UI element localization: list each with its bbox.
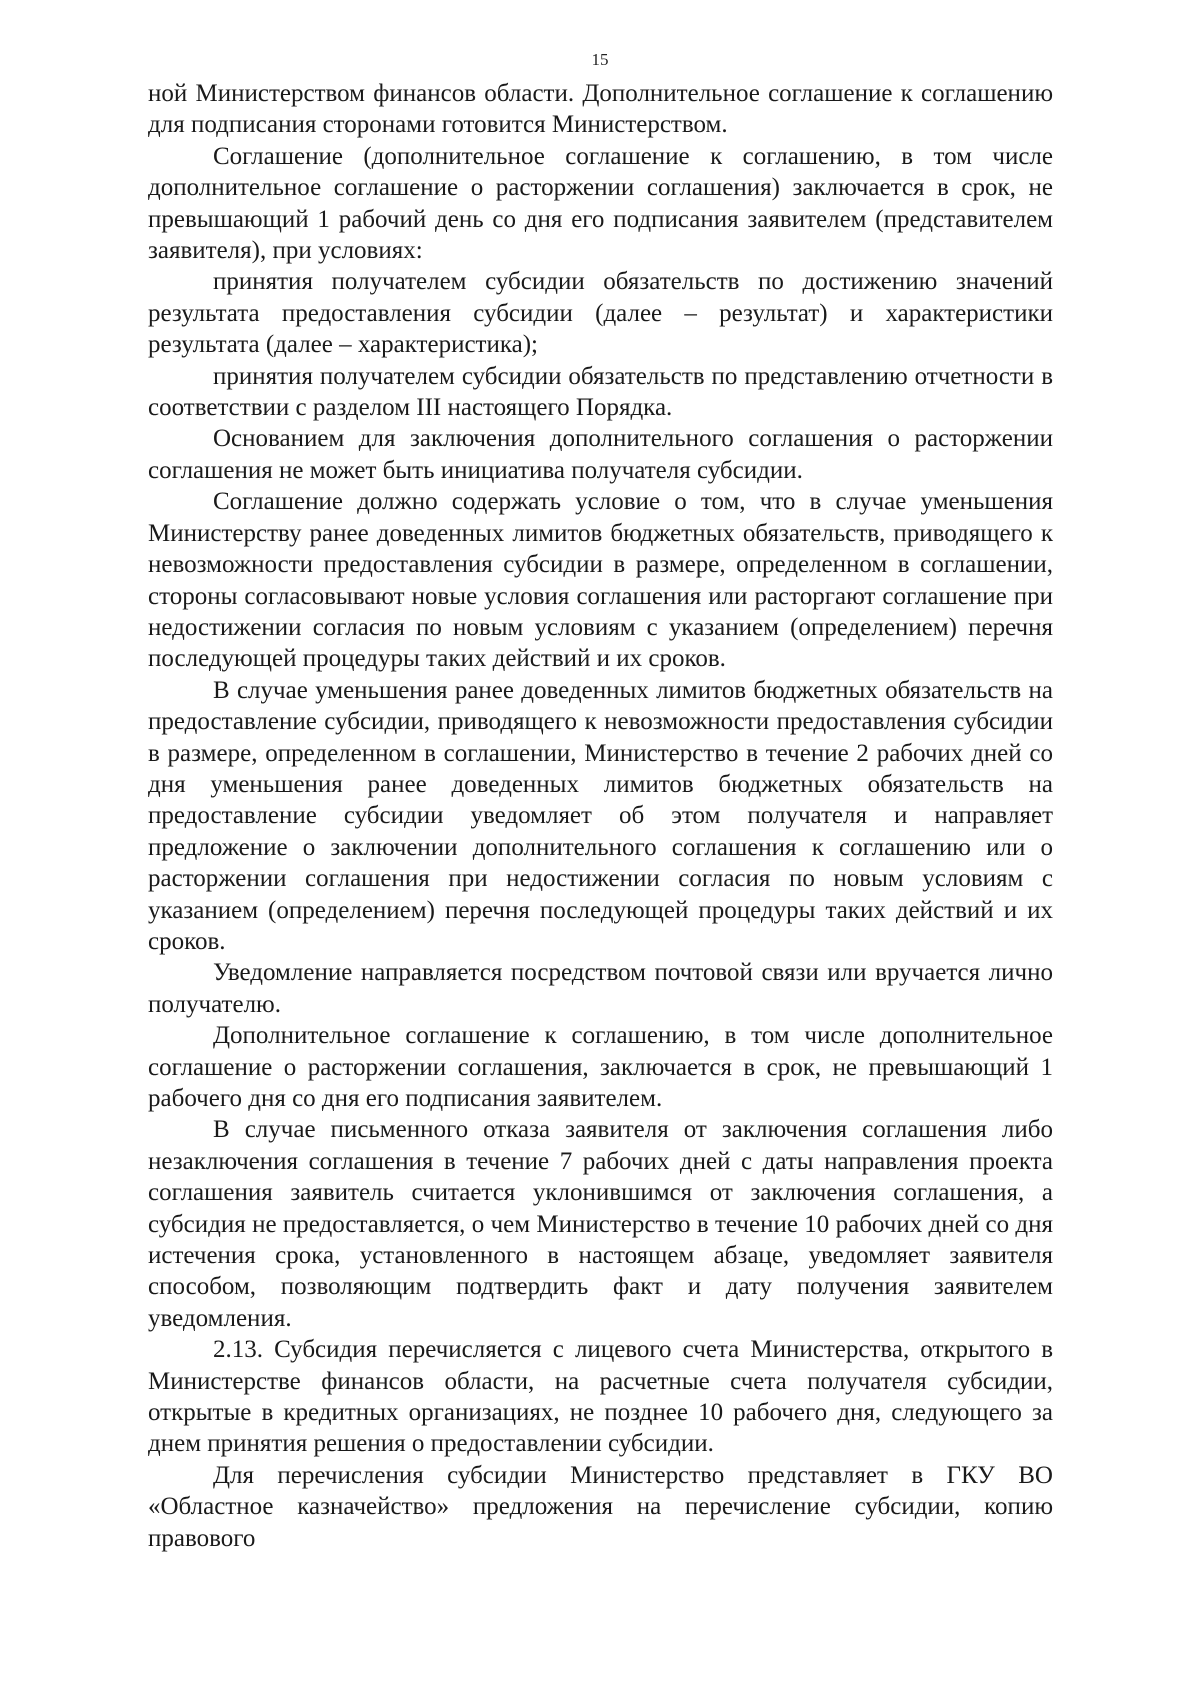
page-number: 15	[591, 50, 609, 69]
paragraph-11: 2.13. Субсидия перечисляется с лицевого счета Министерства, открытого в Министерстве финансов области, на расчетные счета получателя субсидии, открытые в кредитных организациях, не позднее 10 рабочего дня, следующего за днем принятия решения о предоставлении субсидии.	[148, 1336, 1053, 1458]
paragraph-4: принятия получателем субсидии обязательств по представлению отчетности в соответствии с разделом III настоящего Порядка.	[148, 362, 1053, 422]
paragraph-3: принятия получателем субсидии обязательств по достижению значений результата предоставления субсидии (далее – результат) и характеристики результата (далее – характеристика);	[148, 268, 1053, 359]
paragraph-7: В случае уменьшения ранее доведенных лимитов бюджетных обязательств на предоставление субсидии, приводящего к невозможности предоставления субсидии в размере, определенном в соглашении, Министерство в течение 2 рабочих дней со дня уменьшения ранее доведенных лимитов бюджетных обязательств на предоставление субсидии уведомляет об этом получателя и направляет предложение о заключении дополнительного соглашения к соглашению или о расторжении соглашения при недостижении согласия по новым условиям с указанием (определением) перечня последующей процедуры таких действий и их сроков.	[148, 676, 1053, 955]
paragraph-2: Соглашение (дополнительное соглашение к соглашению, в том числе дополнительное соглашение о расторжении соглашения) заключается в срок, не превышающий 1 рабочий день со дня его подписания заявителем (представителем заявителя), при условиях:	[148, 142, 1053, 265]
paragraph-1: ной Министерством финансов области. Дополнительное соглашение к соглашению для подписания сторонами готовится Министерством.	[148, 80, 1053, 139]
paragraph-6: Соглашение должно содержать условие о том, что в случае уменьшения Министерству ранее доведенных лимитов бюджетных обязательств, приводящего к невозможности предоставления субсидии в размере, определенном в соглашении, стороны согласовывают новые условия соглашения или расторгают соглашение при недостижении согласия по новым условиям с указанием (определением) перечня последующей процедуры таких действий и их сроков.	[148, 488, 1053, 673]
paragraph-10: В случае письменного отказа заявителя от заключения соглашения либо незаключения соглашения в течение 7 рабочих дней с даты направления проекта соглашения заявитель считается уклонившимся от заключения соглашения, а субсидия не предоставляется, о чем Министерство в течение 10 рабочих дней со дня истечения срока, установленного в настоящем абзаце, уведомляет заявителя способом, позволяющим подтвердить факт и дату получения заявителем уведомления.	[148, 1116, 1053, 1332]
paragraph-12: Для перечисления субсидии Министерство представляет в ГКУ ВО «Областное казначейство» предложения на перечисление субсидии, копию правового	[148, 1461, 1053, 1552]
paragraph-8: Уведомление направляется посредством почтовой связи или вручается лично получателю.	[148, 959, 1053, 1018]
paragraph-9: Дополнительное соглашение к соглашению, в том числе дополнительное соглашение о расторжении соглашения, заключается в срок, не превышающий 1 рабочего дня со дня его подписания заявителем.	[148, 1022, 1053, 1112]
paragraph-5: Основанием для заключения дополнительного соглашения о расторжении соглашения не может быть инициатива получателя субсидии.	[148, 425, 1053, 484]
document-body	[148, 78, 1053, 1554]
